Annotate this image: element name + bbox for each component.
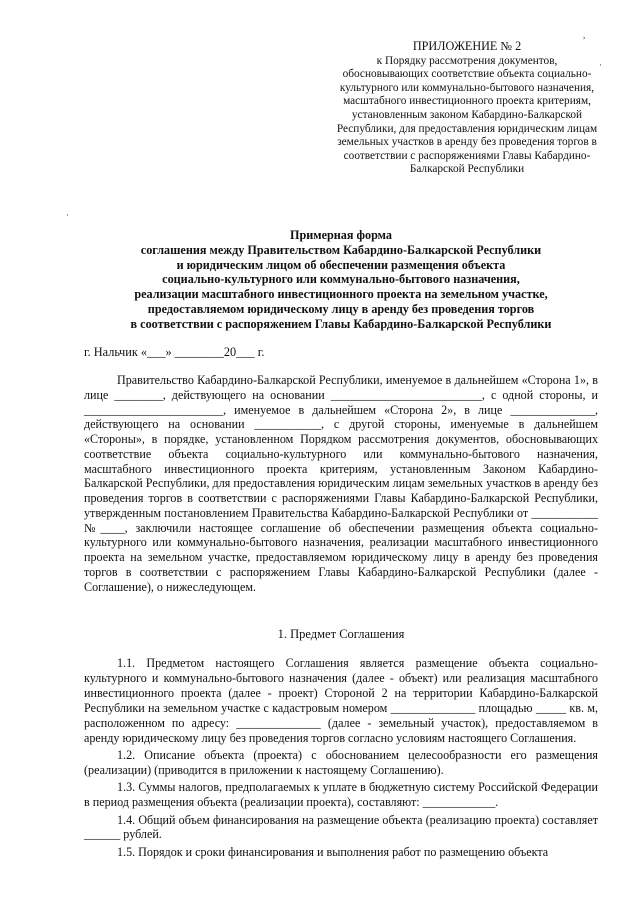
clause-1-5: 1.5. Порядок и сроки финансирования и выполнения работ по размещению объекта [117, 844, 549, 859]
scan-mark: · [66, 210, 69, 220]
form-title-line: предоставляемом юридическому лицу в аренду без проведения торгов [147, 301, 535, 316]
scan-mark: , [583, 30, 586, 40]
form-title-line: Примерная форма [290, 228, 392, 242]
place-date-line: г. Нальчик «___» ________20___ г. [84, 345, 265, 359]
section-heading: 1. Предмет Соглашения [277, 627, 405, 641]
form-title-line: социально-культурного или коммунально-бытового назначения, [162, 272, 520, 287]
form-title-line: и юридическим лицом об обеспечении размещения объекта [176, 257, 506, 272]
section-items [84, 656, 598, 862]
form-title-line: реализации масштабного инвестиционного проекта на земельном участке, [134, 287, 548, 302]
clause-1-3: 1.3. Суммы налогов, предполагаемых к уплате в бюджетную систему Российской Федерации в период размещения объекта (реализации проекта), составляют: ____________. [84, 780, 598, 810]
scan-mark: · [599, 60, 602, 70]
clause-1-4: 1.4. Общий объем финансирования на размещение объекта (реализацию проекта) составляет ______ рублей. [84, 812, 598, 842]
form-title-line: в соответствии с распоряжением Главы Кабардино-Балкарской Республики [130, 316, 552, 331]
form-title [84, 228, 598, 332]
appendix-title: ПРИЛОЖЕНИЕ № 2 [412, 39, 522, 53]
appendix-text: к Порядку рассмотрения документов, обосновывающих соответствие объекта социально-культурного или коммунально-бытового назначения, масштабного инвестиционного проекта критериям, установленным законом Кабардино-Балкарской Республики, для предоставления юридическим лицам земельных участков в аренду без проведения торгов в соответствии с распоряжениями Главы Кабардино-Балкарской Республики [336, 54, 598, 176]
preamble-paragraph: Правительство Кабардино-Балкарской Республики, именуемое в дальнейшем «Сторона 1», в лице ________, действующего на основании _________________________, с одной стороны, и _______________________, именуемое в дальнейшем «Сторона 2», в лице ______________, действующего на основании ___________, с другой стороны, именуемые в дальнейшем «Стороны», в порядке, установленном Порядком рассмотрения документов, обосновывающих соответствие объекта социально-культурного или коммунально-бытового назначения, масштабного инвестиционного проекта критериям, установленным Законом Кабардино-Балкарской Республики, для предоставления юридическим лицам земельных участков в аренду без проведения торгов в соответствии с распоряжениями Главы Кабардино-Балкарской Республики, утвержденным постановлением Правительства Кабардино-Балкарской Республики от ___________ №____, заключили настоящее соглашение об обеспечении размещения объекта социально-культурного или коммунально-бытового назначения, реализации масштабного инвестиционного проекта на земельном участке, предоставляемом юридическому лицу в аренду без проведения торгов в соответствии с распоряжением Главы Кабардино-Балкарской Республики (далее - Соглашение), о нижеследующем. [84, 373, 598, 594]
clause-1-1: 1.1. Предметом настоящего Соглашения является размещение объекта социально-культурного и коммунально-бытового назначения (далее - объект) или реализация масштабного инвестиционного проекта (далее - проект) Стороной 2 на территории Кабардино-Балкарской Республики на земельном участке с кадастровым номером ______________ площадью _____ кв. м, расположенном по адресу: ______________ (далее - земельный участок), предоставляемом в аренду юридическому лицу без проведения торгов согласно условиям настоящего Соглашения. [84, 656, 598, 745]
appendix-block [336, 40, 598, 177]
form-title-line: соглашения между Правительством Кабардино-Балкарской Республики [140, 242, 542, 257]
clause-1-2: 1.2. Описание объекта (проекта) с обоснованием целесообразности его размещения (реализации) (приводится в приложении к настоящему Соглашению). [84, 747, 598, 777]
